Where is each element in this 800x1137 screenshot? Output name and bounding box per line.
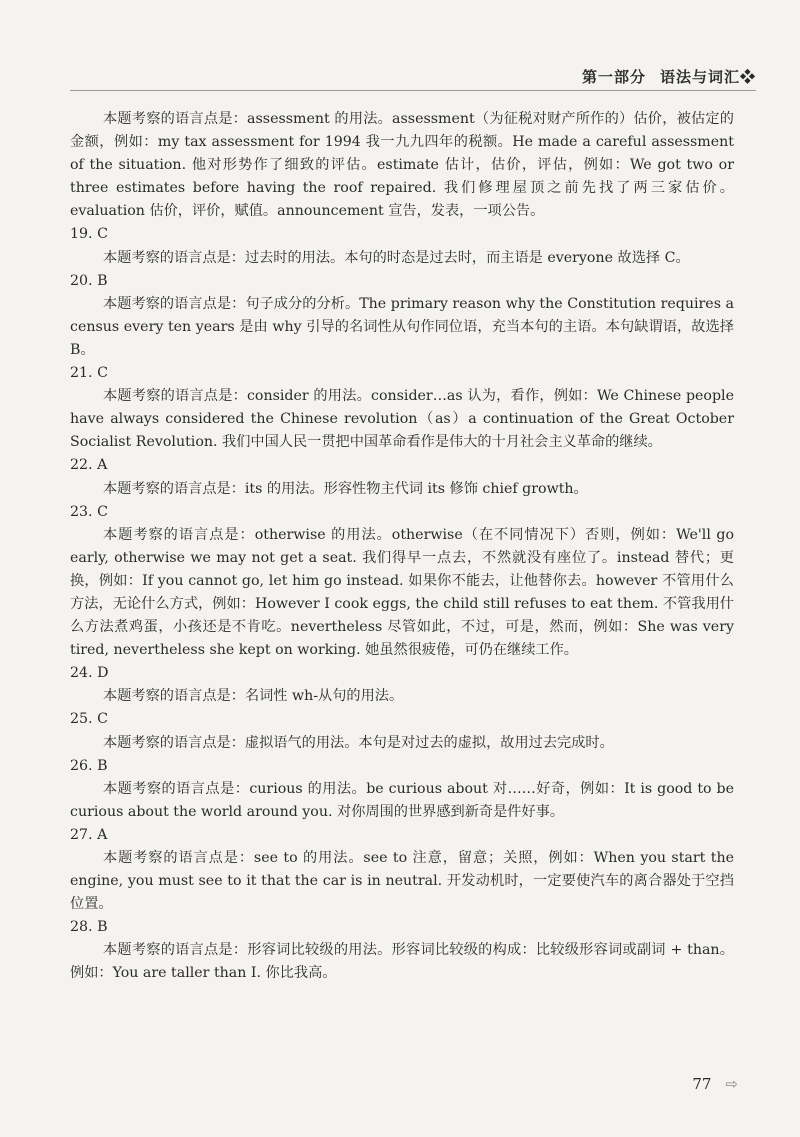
- explanation-paragraph: 本题考察的语言点是：形容词比较级的用法。形容词比较级的构成：比较级形容词或副词 + than。例如：You are taller than I. 你比我高。: [70, 942, 734, 982]
- explanation-paragraph: 本题考察的语言点是：句子成分的分析。The primary reason why the Constitution requires a census every ten years 是由 why 引导的名词性从句作同位语，充当本句的主语。本句缺谓语，故选择 B。: [70, 295, 734, 358]
- answer-number: 20. B: [70, 272, 108, 289]
- page-footer: [692, 1075, 738, 1093]
- header-divider: [70, 90, 756, 91]
- answer-number: 27. A: [70, 826, 108, 843]
- answer-number: 25. C: [70, 711, 108, 728]
- explanation-paragraph: 本题考察的语言点是：consider 的用法。consider…as 认为，看作，例如：We Chinese people have always considered the Chinese revolution（as）a continuation of the Great October Socialist Revolution. 我们中国人民一贯把中国革命看作是伟大的十月社会主义革命的继续。: [70, 388, 734, 451]
- answer-number: 24. D: [70, 665, 109, 682]
- page-number: 77: [692, 1075, 712, 1093]
- next-arrow-icon: ⇨: [725, 1075, 738, 1093]
- answer-number: 26. B: [70, 757, 108, 774]
- answer-number: 21. C: [70, 365, 108, 382]
- part-label: 第一部分: [581, 68, 646, 86]
- answer-number: 28. B: [70, 919, 108, 936]
- explanation-paragraph: 本题考察的语言点是：curious 的用法。be curious about 对……好奇，例如：It is good to be curious about the world around you. 对你周围的世界感到新奇是件好事。: [70, 780, 734, 820]
- explanation-paragraph: 本题考察的语言点是：名词性 wh-从句的用法。: [103, 688, 404, 705]
- section-label: 语法与词汇: [659, 68, 740, 86]
- explanation-paragraph: 本题考察的语言点是：assessment 的用法。assessment（为征税对财产所作的）估价，被估定的金额，例如：my tax assessment for 1994 我一九九四年的税额。He made a careful assessment of the situation. 他对形势作了细致的评估。estimate 估计，估价，评估，例如：We got two or three estimates before having the roof repaired. 我们修理屋顶之前先找了两三家估价。evaluation 估价，评价，赋值。announcement 宣告，发表，一项公告。: [70, 111, 734, 220]
- explanation-paragraph: 本题考察的语言点是：过去时的用法。本句的时态是过去时，而主语是 everyone 故选择 C。: [103, 249, 690, 266]
- answer-number: 22. A: [70, 457, 108, 474]
- answer-number: 23. C: [70, 503, 108, 520]
- explanation-paragraph: 本题考察的语言点是：see to 的用法。see to 注意，留意；关照，例如：When you start the engine, you must see to it that the car is in neutral. 开发动机时，一定要使汽车的离合器处于空挡位置。: [70, 850, 734, 913]
- explanation-paragraph: 本题考察的语言点是：otherwise 的用法。otherwise（在不同情况下）否则，例如：We'll go early, otherwise we may not get a seat. 我们得早一点去，不然就没有座位了。instead 替代；更换，例如：If you cannot go, let him go instead. 如果你不能去，让他替你去。however 不管用什么方法，无论什么方式，例如：However I cook eggs, the child still refuses to eat them. 不管我用什么方法煮鸡蛋，小孩还是不肯吃。nevertheless 尽管如此，不过，可是，然而，例如：She was very tired, nevertheless she kept on working. 她虽然很疲倦，可仍在继续工作。: [70, 526, 734, 659]
- ornament-icon: ❖: [739, 68, 756, 86]
- answer-number: 19. C: [70, 226, 108, 243]
- explanation-paragraph: 本题考察的语言点是：its 的用法。形容性物主代词 its 修饰 chief growth。: [103, 480, 588, 497]
- explanation-paragraph: 本题考察的语言点是：虚拟语气的用法。本句是对过去的虚拟，故用过去完成时。: [103, 734, 614, 751]
- answer-explanations: [70, 108, 734, 986]
- running-header: [582, 66, 756, 87]
